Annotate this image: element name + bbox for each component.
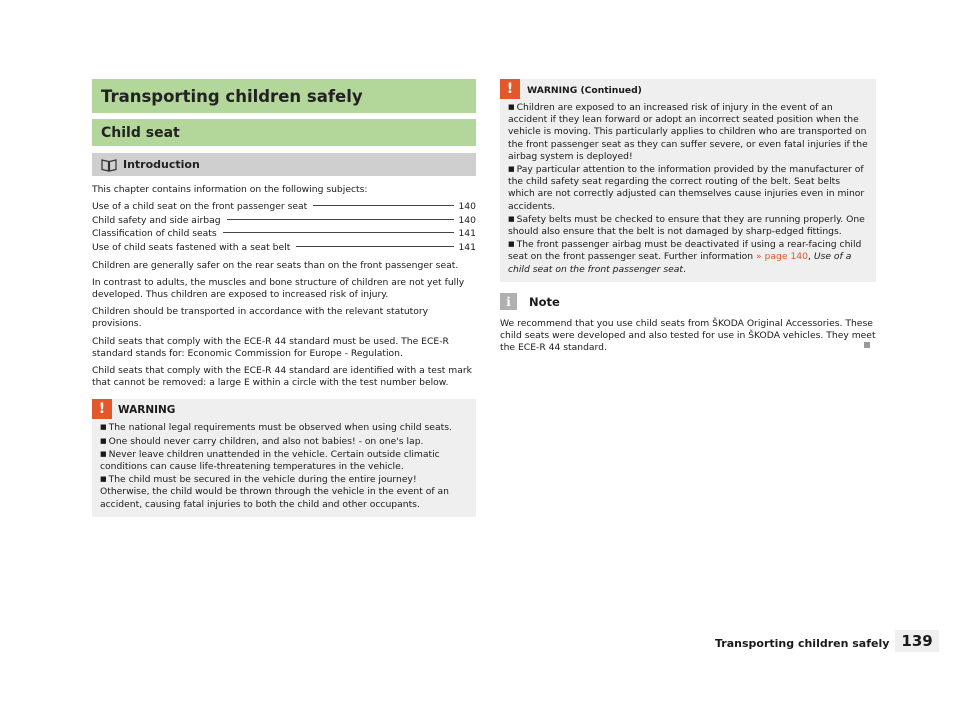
toc	[92, 200, 476, 254]
page-footer	[715, 630, 939, 652]
toc-leader	[227, 219, 455, 220]
section-title: Child seat	[92, 119, 476, 146]
warning-item-text: The child must be secured in the vehicle during the entire journey! Otherwise, the child would be thrown through the vehicle in the event of an accident, causing fatal injuries to both the child and other occupants.	[100, 474, 449, 510]
toc-page: 141	[458, 228, 476, 240]
toc-label: Use of child seats fastened with a seat belt	[92, 241, 291, 253]
footer-title: Transporting children safely	[715, 637, 890, 650]
toc-page: 141	[458, 241, 476, 253]
warning-header	[508, 82, 868, 98]
warning-item-text: Pay particular attention to the information provided by the manufacturer of the child safety seat regarding the correct routing of the belt. Seat belts which are not correctly adjusted can themselves cause injuries even in minor accidents.	[508, 164, 865, 212]
warning-continued-box	[500, 79, 876, 282]
note-text: We recommend that you use child seats from ŠKODA Original Accessories. These child seats were developed and also tested for use in ŠKODA vehicles. They meet the ECE-R 44 standard.	[500, 317, 876, 354]
intro-label: Introduction	[123, 158, 200, 171]
warning-item	[100, 473, 468, 511]
bullet-icon: ■	[508, 240, 515, 249]
toc-label: Child safety and side airbag	[92, 214, 221, 226]
info-icon: i	[500, 293, 517, 310]
warning-title: WARNING (Continued)	[527, 84, 642, 96]
period: .	[683, 263, 686, 275]
toc-leader	[296, 246, 454, 247]
bullet-icon: ■	[100, 436, 107, 445]
note-title: Note	[529, 294, 560, 309]
warning-item-text: One should never carry children, and also not babies! - on one's lap.	[108, 435, 424, 447]
warning-list	[508, 101, 868, 276]
body-paragraph: Children should be transported in accordance with the relevant statutory provisions.	[92, 306, 429, 330]
warning-header	[100, 402, 468, 418]
separator: ,	[808, 251, 811, 263]
toc-leader	[223, 232, 455, 233]
toc-label: Classification of child seats	[92, 228, 217, 240]
bullet-icon: ■	[508, 103, 515, 111]
intro-text: This chapter contains information on the following subjects:	[92, 184, 368, 195]
warning-item	[100, 421, 468, 434]
toc-leader	[313, 205, 454, 206]
warning-box	[92, 399, 476, 516]
toc-page: 140	[458, 201, 476, 213]
bullet-icon: ■	[100, 475, 107, 484]
warning-item-text: Children are exposed to an increased risk of injury in the event of an accident if they lean forward or adopt an incorrect seated position when the vehicle is moving. This particularly applies to children who are transported on the front passenger seat as they can suffer severe, or even fatal injuries if the airbag system is deployed!	[508, 102, 868, 162]
bullet-icon: ■	[100, 423, 107, 432]
end-of-section-mark	[864, 342, 870, 348]
right-column	[500, 79, 876, 354]
warning-item-text: The front passenger airbag must be deactivated if using a rear-facing child seat on the front passenger seat. Further information	[508, 239, 862, 263]
left-column	[92, 79, 476, 517]
warning-item-text: Safety belts must be checked to ensure that they are running properly. One should also ensure that the belt is not damaged by sharp-edged fittings.	[508, 213, 865, 238]
body-paragraph: Children are generally safer on the rear seats than on the front passenger seat.	[92, 259, 459, 271]
bullet-icon: ■	[508, 214, 515, 223]
warning-list	[100, 421, 468, 510]
warning-title: WARNING	[118, 404, 176, 417]
warning-icon: !	[92, 399, 112, 419]
warning-item-text: The national legal requirements must be observed when using child seats.	[108, 422, 452, 434]
page-link[interactable]: » page 140	[756, 251, 808, 263]
toc-row[interactable]	[92, 214, 476, 228]
warning-item	[508, 238, 868, 276]
bullet-icon: ■	[100, 449, 107, 458]
warning-item	[100, 448, 468, 473]
warning-item	[508, 213, 868, 238]
toc-label: Use of a child seat on the front passenger seat	[92, 201, 308, 213]
intro-bar	[92, 153, 476, 176]
warning-icon: !	[500, 79, 520, 99]
toc-row[interactable]	[92, 227, 476, 241]
toc-row[interactable]	[92, 200, 476, 214]
chapter-title: Transporting children safely	[92, 79, 476, 113]
body-paragraph: Child seats that comply with the ECE-R 44 standard are identified with a test mark that cannot be removed: a large E within a circle with the test number below.	[92, 365, 472, 389]
body-paragraph: In contrast to adults, the muscles and bone structure of children are not yet fully developed. Thus children are exposed to increased risk of injury.	[92, 276, 465, 300]
warning-item	[508, 101, 868, 163]
book-icon	[101, 158, 117, 172]
body-paragraph: Child seats that comply with the ECE-R 44 standard must be used. The ECE-R standard stands for: Economic Commission for Europe - Regulation.	[92, 335, 449, 359]
warning-item	[100, 435, 468, 448]
warning-item	[508, 163, 868, 213]
toc-row[interactable]	[92, 241, 476, 255]
bullet-icon: ■	[508, 165, 515, 174]
warning-item-text: Never leave children unattended in the vehicle. Certain outside climatic conditions can cause life-threatening temperatures in the vehicle.	[100, 448, 440, 473]
toc-page: 140	[458, 214, 476, 226]
cross-reference: Use of a child seat on the front passenger seat	[508, 251, 852, 275]
page-number: 139	[895, 630, 938, 652]
note-header	[500, 292, 876, 312]
